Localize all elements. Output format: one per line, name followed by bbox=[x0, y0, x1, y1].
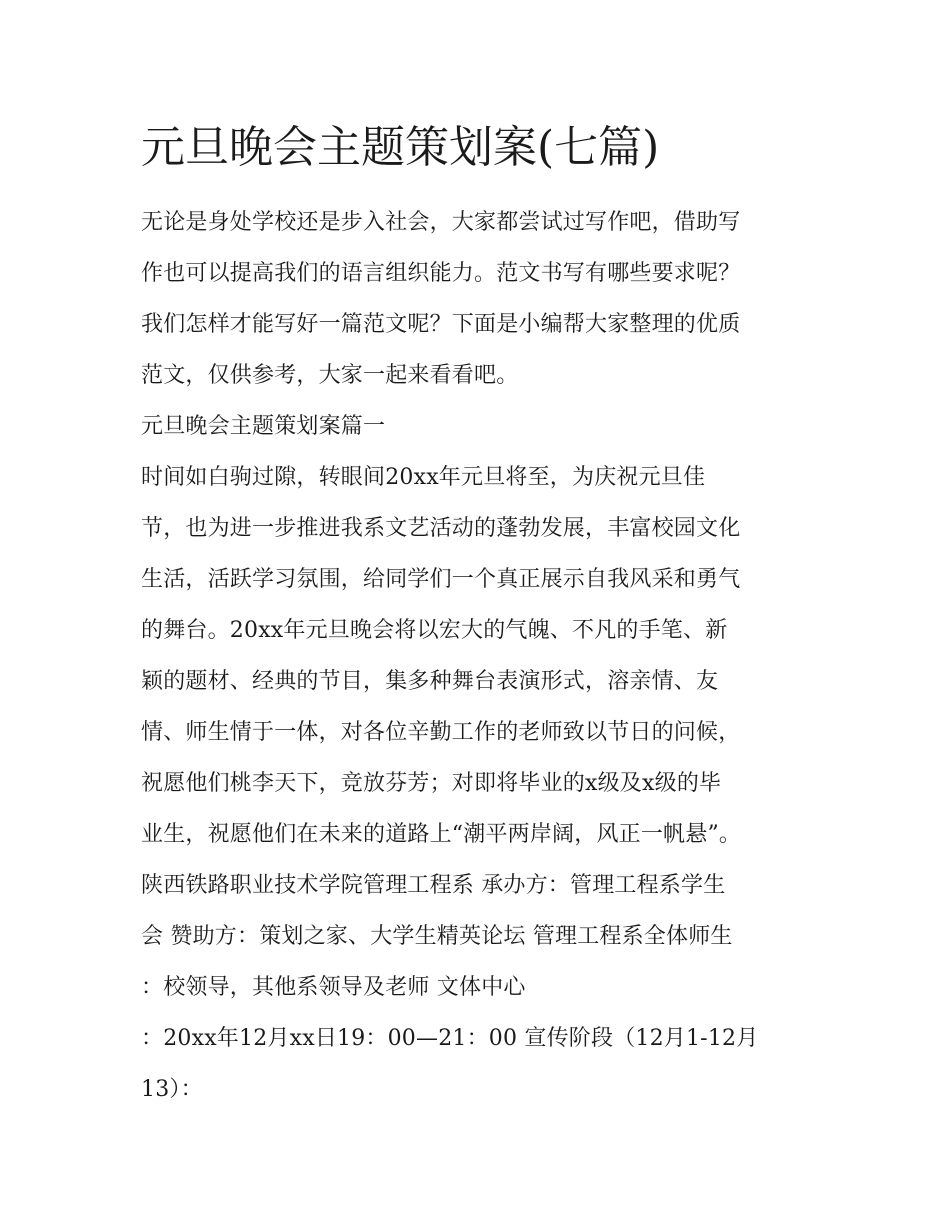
paragraph-line: 颖的题材、经典的节目，集多种舞台表演形式，溶亲情、友 bbox=[141, 669, 719, 694]
document-title: 元旦晚会主题策划案(七篇) bbox=[141, 122, 660, 173]
paragraph-line: 会 赞助方：策划之家、大学生精英论坛 管理工程系全体师生 bbox=[141, 924, 733, 949]
paragraph-line: 节，也为进一步推进我系文艺活动的蓬勃发展，丰富校园文化 bbox=[141, 516, 741, 541]
document-body bbox=[141, 197, 821, 1115]
paragraph-line: 作也可以提高我们的语言组织能力。范文书写有哪些要求呢？ bbox=[141, 261, 741, 286]
section-heading: 元旦晚会主题策划案篇一 bbox=[141, 414, 386, 439]
paragraph-line: 情、师生情于一体，对各位辛勤工作的老师致以节日的问候， bbox=[141, 720, 741, 745]
paragraph-line: 我们怎样才能写好一篇范文呢？下面是小编帮大家整理的优质 bbox=[141, 312, 741, 337]
paragraph-line: 生活，活跃学习氛围，给同学们一个真正展示自我风采和勇气 bbox=[141, 567, 741, 592]
paragraph-line: 无论是身处学校还是步入社会，大家都尝试过写作吧，借助写 bbox=[141, 210, 741, 235]
paragraph-line: 范文，仅供参考，大家一起来看看吧。 bbox=[141, 363, 519, 388]
paragraph-line: 陕西铁路职业技术学院管理工程系 承办方：管理工程系学生 bbox=[141, 873, 726, 898]
paragraph-line: 的舞台。20xx年元旦晚会将以宏大的气魄、不凡的手笔、新 bbox=[141, 618, 728, 643]
paragraph-line: ：校领导，其他系领导及老师 文体中心 bbox=[141, 975, 526, 1000]
paragraph-line: ：20xx年12月xx日19：00—21：00 宣传阶段（12月1-12月 bbox=[141, 1026, 759, 1051]
paragraph-line: 13）： bbox=[141, 1077, 203, 1102]
paragraph-line: 祝愿他们桃李天下，竞放芬芳；对即将毕业的x级及x级的毕 bbox=[141, 771, 722, 796]
paragraph-line: 时间如白驹过隙，转眼间20xx年元旦将至，为庆祝元旦佳 bbox=[141, 465, 706, 490]
paragraph-line: 业生，祝愿他们在未来的道路上“潮平两岸阔，风正一帆悬”。 bbox=[141, 822, 742, 847]
